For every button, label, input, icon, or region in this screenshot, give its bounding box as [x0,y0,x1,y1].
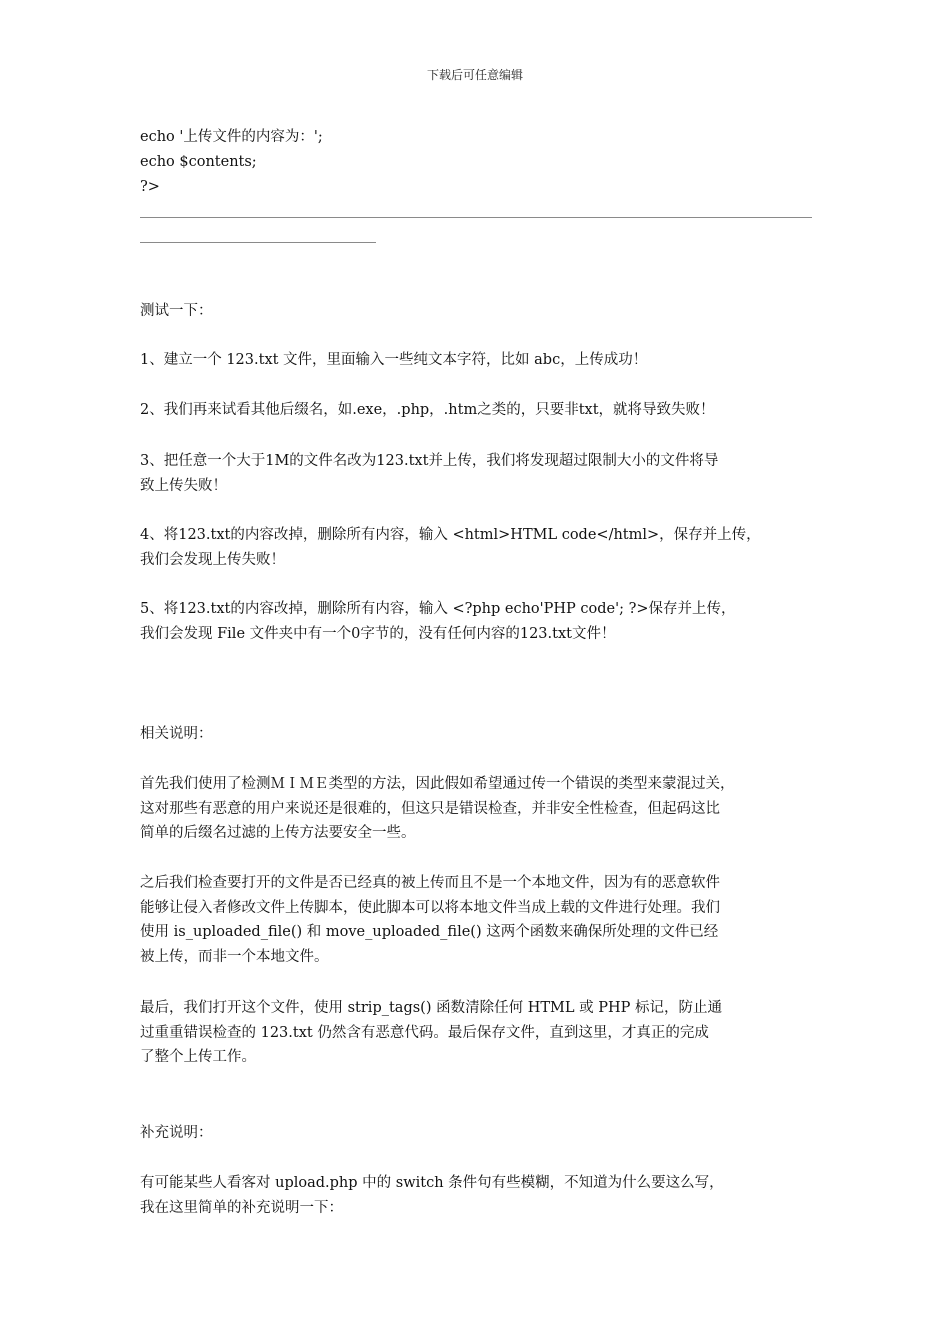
test-heading: 测试一下： [140,303,213,319]
related-p1-line-1: 首先我们使用了检测ＭＩＭＥ类型的方法，因此假如希望通过传一个错误的类型来蒙混过关， [140,776,735,792]
test-item-5-line-1: 5、将123.txt的内容改掉，删除所有内容，输入 <?php echo'PHP code'; ?>保存并上传， [140,601,736,617]
code-line-php-close: ?> [140,179,160,195]
supplement-p1-line-1: 有可能某些人看客对 upload.php 中的 switch 条件句有些模糊，不知道为什么要这么写， [140,1175,724,1191]
supplement-p1-line-2: 我在这里简单的补充说明一下： [140,1199,343,1216]
supplement-paragraph-1 [140,1171,812,1220]
separator-line [140,217,812,218]
related-p1-line-2: 这对那些有恶意的用户来说还是很难的，但这只是错误检查，并非安全性检查，但起码这比 [140,800,720,817]
test-item-4-line-1: 4、将123.txt的内容改掉，删除所有内容，输入 <html>HTML code</html>，保存并上传， [140,527,761,543]
related-paragraph-1 [140,772,812,846]
test-item-3-line-1: 3、把任意一个大于1M的文件名改为123.txt并上传，我们将发现超过限制大小的文件将导 [140,453,719,469]
test-item-2: 2、我们再来试看其他后缀名，如.exe，.php，.htm之类的，只要非txt，就将导致失败！ [140,402,715,418]
related-p2-line-2: 能够让侵入者修改文件上传脚本，使此脚本可以将本地文件当成上载的文件进行处理。我们 [140,899,720,916]
related-p2-line-3: 使用 is_uploaded_file() 和 move_uploaded_file() 这两个函数来确保所处理的文件已经 [140,924,719,940]
test-item-4-line-2: 我们会发现上传失败！ [140,551,285,568]
supplement-heading: 补充说明： [140,1125,213,1141]
test-item-3-line-2: 致上传失败！ [140,477,227,494]
related-p3-line-1: 最后，我们打开这个文件，使用 strip_tags() 函数清除任何 HTML 或 PHP 标记，防止通 [140,1000,722,1016]
related-p2-line-4: 被上传，而非一个本地文件。 [140,948,329,965]
code-line-echo-contents: echo $contents; [140,154,257,170]
related-p3-line-3: 了整个上传工作。 [140,1049,256,1065]
related-p2-line-1: 之后我们检查要打开的文件是否已经真的被上传而且不是一个本地文件，因为有的恶意软件 [140,875,720,891]
separator-line-short [140,242,376,243]
test-item-5-line-2: 我们会发现 File 文件夹中有一个0字节的，没有任何内容的123.txt文件！ [140,625,616,642]
page-header: 下载后可任意编辑 [426,68,523,82]
related-p3-line-2: 过重重错误检查的 123.txt 仍然含有恶意代码。最后保存文件，直到这里，才真正的完成 [140,1024,709,1041]
test-item-4 [140,523,812,572]
test-item-3 [140,449,812,498]
code-line-echo-label: echo '上传文件的内容为：'; [140,129,323,145]
related-p1-line-3: 简单的后缀名过滤的上传方法要安全一些。 [140,825,416,841]
test-item-5 [140,597,812,646]
test-item-1: 1、建立一个 123.txt 文件，里面输入一些纯文本字符，比如 abc，上传成功！ [140,352,648,368]
related-paragraph-2 [140,871,812,969]
related-paragraph-3 [140,996,812,1070]
related-heading: 相关说明： [140,726,213,742]
